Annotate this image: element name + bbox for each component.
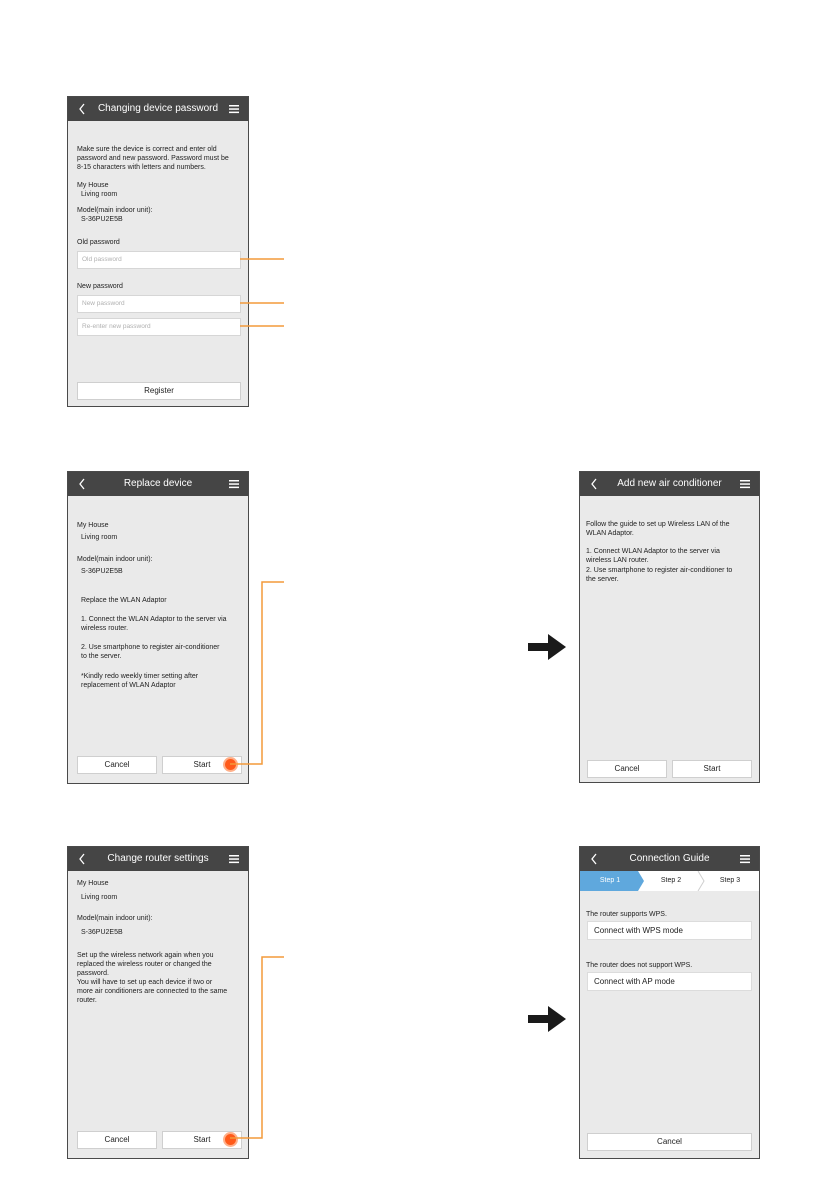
connect-wps-button[interactable]: Connect with WPS mode — [587, 921, 752, 940]
guide-line: 2. Use smartphone to register air-conditioner to — [586, 567, 733, 574]
cancel-button[interactable]: Cancel — [77, 756, 157, 774]
instruction-line: Make sure the device is correct and enter old — [77, 146, 217, 153]
start-button[interactable]: Start — [162, 1131, 242, 1149]
model-value: S-36PU2E5B — [81, 216, 123, 223]
screen-title: Change router settings — [107, 853, 209, 864]
house-name: My House — [77, 880, 109, 887]
step-line: wireless router. — [81, 625, 129, 632]
reenter-password-field[interactable]: Re-enter new password — [77, 318, 241, 336]
guide-line: 1. Connect WLAN Adaptor to the server via — [586, 548, 720, 555]
step-line: to the server. — [81, 653, 122, 660]
house-name: My House — [77, 522, 109, 529]
guide-line: WLAN Adaptor. — [586, 530, 634, 537]
info-line: router. — [77, 997, 97, 1004]
model-value: S-36PU2E5B — [81, 929, 123, 936]
register-button[interactable]: Register — [77, 382, 241, 400]
screen-title: Connection Guide — [629, 853, 710, 864]
room-name: Living room — [81, 191, 118, 198]
step-2-label: Step 2 — [660, 877, 682, 884]
model-label: Model(main indoor unit): — [77, 207, 153, 214]
start-button[interactable]: Start — [672, 760, 752, 778]
info-line: replaced the wireless router or changed the — [77, 961, 212, 968]
new-password-field[interactable]: New password — [77, 295, 241, 313]
house-name: My House — [77, 182, 109, 189]
info-line: more air conditioners are connected to the same — [77, 988, 228, 995]
guide-line: the server. — [586, 576, 619, 583]
info-line: password. — [77, 970, 109, 977]
wps-not-supported-text: The router does not support WPS. — [586, 962, 693, 969]
connect-ap-button[interactable]: Connect with AP mode — [587, 972, 752, 991]
step-3-label: Step 3 — [719, 877, 741, 884]
note-line: replacement of WLAN Adaptor — [81, 682, 176, 689]
wps-supported-text: The router supports WPS. — [586, 911, 667, 918]
step-line: 2. Use smartphone to register air-conditioner — [81, 644, 220, 651]
instruction-line: password and new password. Password must be — [77, 155, 229, 162]
cancel-button[interactable]: Cancel — [77, 1131, 157, 1149]
old-password-label: Old password — [77, 239, 120, 246]
info-line: You will have to set up each device if two or — [77, 979, 213, 986]
cancel-button[interactable]: Cancel — [587, 760, 667, 778]
step-1-label: Step 1 — [599, 877, 621, 884]
old-password-field[interactable]: Old password — [77, 251, 241, 269]
callout-line — [230, 957, 284, 1138]
start-button[interactable]: Start — [162, 756, 242, 774]
replace-heading: Replace the WLAN Adaptor — [81, 597, 167, 604]
guide-line: Follow the guide to set up Wireless LAN of the — [586, 521, 730, 528]
info-line: Set up the wireless network again when you — [77, 952, 214, 959]
right-arrow-icon — [528, 634, 566, 660]
callout-line — [230, 582, 284, 764]
screen-title: Add new air conditioner — [617, 478, 722, 489]
model-value: S-36PU2E5B — [81, 568, 123, 575]
model-label: Model(main indoor unit): — [77, 556, 153, 563]
guide-line: wireless LAN router. — [586, 557, 649, 564]
screen-title: Changing device password — [97, 103, 219, 114]
step-line: 1. Connect the WLAN Adaptor to the server via — [81, 616, 227, 623]
room-name: Living room — [81, 894, 118, 901]
note-line: *Kindly redo weekly timer setting after — [81, 673, 199, 680]
screen-title: Replace device — [123, 478, 193, 489]
right-arrow-icon — [528, 1006, 566, 1032]
instruction-line: 8-15 characters with letters and numbers. — [77, 164, 206, 171]
room-name: Living room — [81, 534, 118, 541]
cancel-button[interactable]: Cancel — [587, 1133, 752, 1151]
new-password-label: New password — [77, 283, 123, 290]
model-label: Model(main indoor unit): — [77, 915, 153, 922]
